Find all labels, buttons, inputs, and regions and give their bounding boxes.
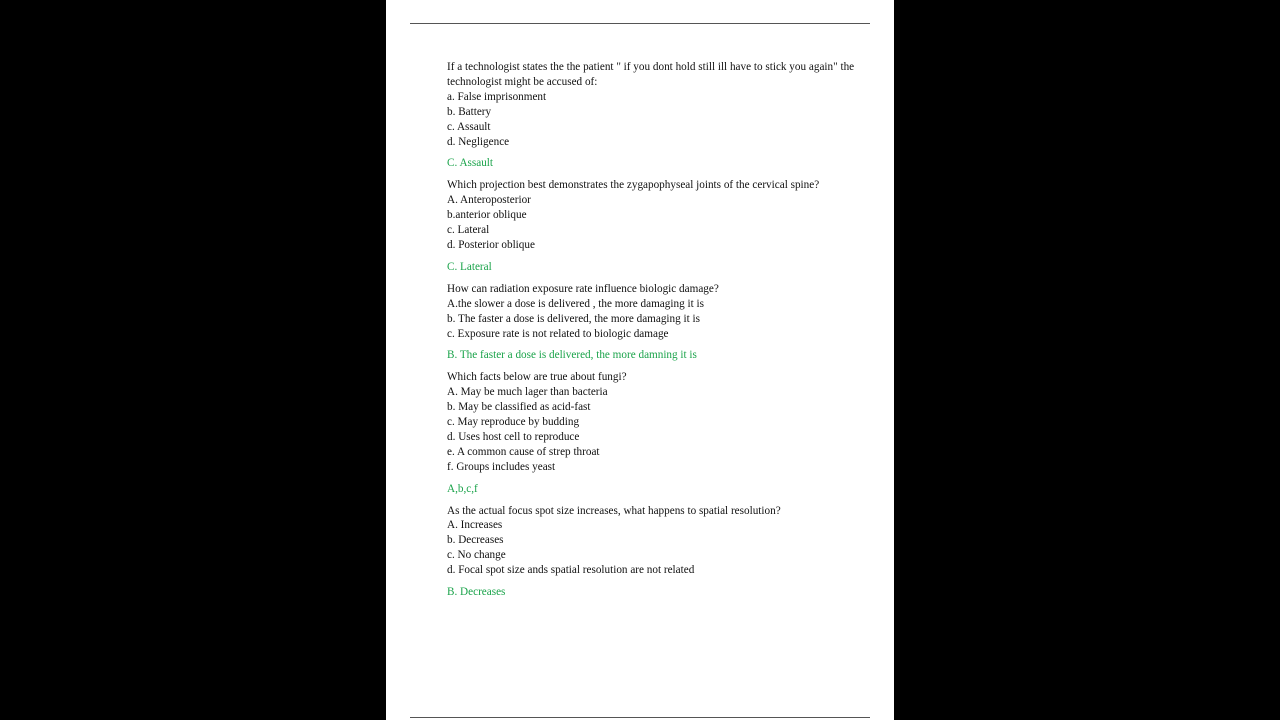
question-text: How can radiation exposure rate influence biologic damage? <box>447 282 719 295</box>
answer-text: B. Decreases <box>447 586 506 599</box>
question-block <box>447 60 857 171</box>
option-list <box>447 385 857 474</box>
option: c. Assault <box>447 120 491 133</box>
option-list <box>447 193 857 253</box>
option: f. Groups includes yeast <box>447 460 556 473</box>
option: A. May be much lager than bacteria <box>447 386 608 399</box>
option: b. May be classified as acid-fast <box>447 401 591 414</box>
option: b. Battery <box>447 105 492 118</box>
option: b. Decreases <box>447 534 504 547</box>
option: d. Posterior oblique <box>447 238 535 251</box>
option-list <box>447 90 857 150</box>
question-text: Which facts below are true about fungi? <box>447 371 627 384</box>
answer-text: C. Lateral <box>447 260 492 273</box>
option: d. Uses host cell to reproduce <box>447 430 580 443</box>
question-list <box>447 60 857 607</box>
option-list <box>447 297 857 342</box>
answer-text: A,b,c,f <box>447 482 478 495</box>
option: b. The faster a dose is delivered, the more damaging it is <box>447 312 700 325</box>
option: c. Lateral <box>447 224 490 237</box>
option: c. May reproduce by budding <box>447 416 580 429</box>
question-block <box>447 504 857 600</box>
document-page <box>386 0 894 720</box>
option: b.anterior oblique <box>447 209 527 222</box>
question-block <box>447 178 857 274</box>
question-block <box>447 370 857 496</box>
option-list <box>447 518 857 578</box>
option: A.the slower a dose is delivered , the more damaging it is <box>447 297 704 310</box>
question-text: If a technologist states the the patient " if you dont hold still ill have to stick you again" the technologist might be accused of: <box>447 61 855 88</box>
option: A. Anteroposterior <box>447 194 531 207</box>
option: a. False imprisonment <box>447 90 547 103</box>
option: d. Focal spot size ands spatial resolution are not related <box>447 564 695 577</box>
question-text: Which projection best demonstrates the zygapophyseal joints of the cervical spine? <box>447 179 820 192</box>
answer-text: B. The faster a dose is delivered, the more damning it is <box>447 349 697 362</box>
header-rule <box>410 23 870 24</box>
option: A. Increases <box>447 519 503 532</box>
option: c. No change <box>447 549 506 562</box>
question-block <box>447 282 857 364</box>
option: c. Exposure rate is not related to biologic damage <box>447 327 669 340</box>
footer-rule <box>410 717 870 718</box>
answer-text: C. Assault <box>447 157 494 170</box>
option: e. A common cause of strep throat <box>447 445 600 458</box>
question-text: As the actual focus spot size increases, what happens to spatial resolution? <box>447 504 781 517</box>
option: d. Negligence <box>447 135 510 148</box>
